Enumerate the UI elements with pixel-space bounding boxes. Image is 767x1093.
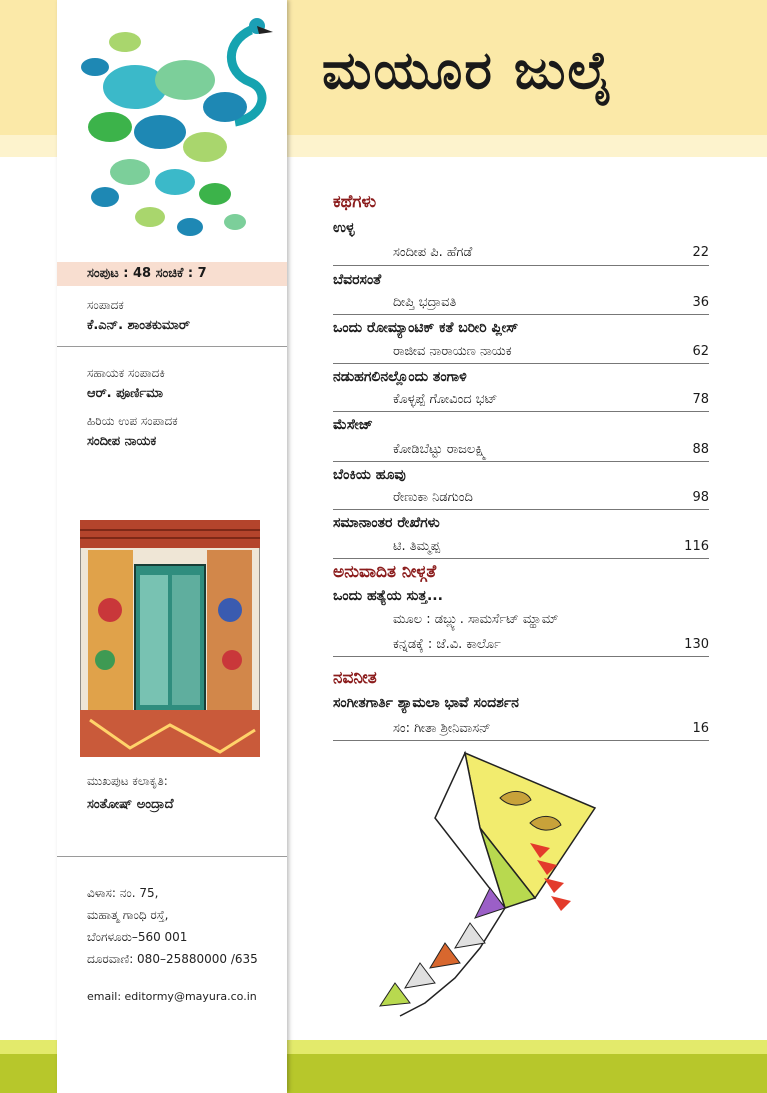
divider bbox=[333, 656, 709, 657]
divider bbox=[333, 411, 709, 412]
story-title: ಸಮಾನಾಂತರ ರೇಖೆಗಳು bbox=[333, 515, 440, 531]
story-author: ದೀಪ್ತಿ ಭದ್ರಾವತಿ bbox=[393, 295, 457, 310]
page-number: 130 bbox=[684, 637, 709, 652]
cover-artwork bbox=[80, 520, 260, 757]
page-number: 16 bbox=[692, 721, 709, 736]
divider bbox=[333, 740, 709, 741]
feature-author: ಸಂ: ಗೀತಾ ಶ್ರೀನಿವಾಸನ್ bbox=[393, 721, 491, 736]
divider bbox=[333, 558, 709, 559]
cover-artist-name: ಸಂತೋಷ್ ಅಂದ್ರಾದೆ bbox=[87, 797, 174, 812]
divider bbox=[333, 265, 709, 266]
section-heading-navaneeta: ನವನೀತ bbox=[333, 668, 377, 688]
divider bbox=[57, 856, 287, 857]
divider bbox=[333, 461, 709, 462]
senior-sub-editor-name: ಸಂದೀಪ ನಾಯಕ bbox=[87, 434, 157, 449]
story-title: ಬೆವರಸಂತೆ bbox=[333, 272, 382, 288]
volume-issue: ಸಂಪುಟ : 48 ಸಂಚಿಕೆ : 7 bbox=[87, 266, 207, 281]
story-author: ರೇಣುಕಾ ನಿಡಗುಂದಿ bbox=[393, 490, 473, 505]
email-line: email: editormy@mayura.co.in bbox=[87, 990, 257, 1003]
page-number: 36 bbox=[692, 295, 709, 310]
asst-editor-label: ಸಹಾಯಕ ಸಂಪಾದಕಿ bbox=[87, 366, 165, 380]
divider bbox=[333, 509, 709, 510]
phone-line: ದೂರವಾಣಿ: 080–25880000 /635 bbox=[87, 952, 258, 966]
story-author: ಟಿ. ತಿಮ್ಮಪ್ಪ bbox=[393, 539, 441, 554]
story-author: ಕೋಡಿಬೆಟ್ಟು ರಾಜಲಕ್ಷ್ಮಿ bbox=[393, 442, 487, 457]
cover-art-label: ಮುಖಪುಟ ಕಲಾಕೃತಿ: bbox=[87, 774, 168, 788]
original-author: ಮೂಲ : ಡಬ್ಲ್ಯು. ಸಾಮರ್ಸೆಟ್ ಮ್ಹಾಮ್ bbox=[393, 612, 559, 627]
story-title: ಒಂದು ರೋಮ್ಯಾಂಟಿಕ್ ಕತೆ ಬರೀರಿ ಪ್ಲೀಸ್ bbox=[333, 320, 519, 336]
address-line: ಮಹಾತ್ಮ ಗಾಂಧಿ ರಸ್ತೆ, bbox=[87, 908, 169, 922]
story-title: ಉಳ್ಳ bbox=[333, 220, 355, 236]
peacock-illustration bbox=[75, 12, 275, 247]
page-number: 98 bbox=[692, 490, 709, 505]
page-number: 116 bbox=[684, 539, 709, 554]
page-number: 78 bbox=[692, 392, 709, 407]
story-title: ಒಂದು ಹತ್ಯೆಯ ಸುತ್ತ... bbox=[333, 588, 443, 604]
story-title: ಬೆಂಕಿಯ ಹೂವು bbox=[333, 467, 406, 483]
sidebar bbox=[57, 0, 287, 1093]
magazine-masthead: ಮಯೂರ ಜುಲೈ bbox=[322, 40, 614, 101]
divider bbox=[333, 314, 709, 315]
page-number: 22 bbox=[692, 245, 709, 260]
editor-label: ಸಂಪಾದಕ bbox=[87, 298, 124, 312]
story-author: ಕೊಳ್ಳಪ್ಪೆ ಗೋವಿಂದ ಭಟ್ bbox=[393, 392, 498, 407]
senior-sub-editor-label: ಹಿರಿಯ ಉಪ ಸಂಪಾದಕ bbox=[87, 414, 178, 428]
editor-name: ಕೆ.ಎನ್. ಶಾಂತಕುಮಾರ್ bbox=[87, 318, 190, 333]
page-number: 62 bbox=[692, 344, 709, 359]
divider bbox=[57, 346, 287, 347]
translator: ಕನ್ನಡಕ್ಕೆ : ಜೆ.ವಿ. ಕಾರ್ಲೊ bbox=[393, 637, 501, 652]
section-heading-stories: ಕಥೆಗಳು bbox=[333, 192, 377, 212]
story-author: ರಾಜೀವ ನಾರಾಯಣ ನಾಯಕ bbox=[393, 344, 512, 359]
story-title: ನಡುಹಗಲಿನಲ್ಲೊಂದು ತಂಗಾಳಿ bbox=[333, 369, 467, 385]
feature-title: ಸಂಗೀತಗಾರ್ತಿ ಶ್ಯಾಮಲಾ ಭಾವೆ ಸಂದರ್ಶನ bbox=[333, 695, 519, 711]
story-title: ಮೆಸೇಜ್ bbox=[333, 417, 373, 433]
address-line: ವಿಳಾಸ: ನಂ. 75, bbox=[87, 886, 159, 900]
address-line: ಬೆಂಗಳೂರು–560 001 bbox=[87, 930, 188, 944]
section-heading-translated-novella: ಅನುವಾದಿತ ನೀಳ್ಗತೆ bbox=[333, 562, 437, 582]
kite-illustration bbox=[305, 748, 610, 1018]
divider bbox=[333, 363, 709, 364]
asst-editor-name: ಆರ್. ಪೂರ್ಣಿಮಾ bbox=[87, 386, 164, 401]
story-author: ಸಂದೀಪ ಪಿ. ಹೆಗಡೆ bbox=[393, 245, 473, 260]
page-number: 88 bbox=[692, 442, 709, 457]
